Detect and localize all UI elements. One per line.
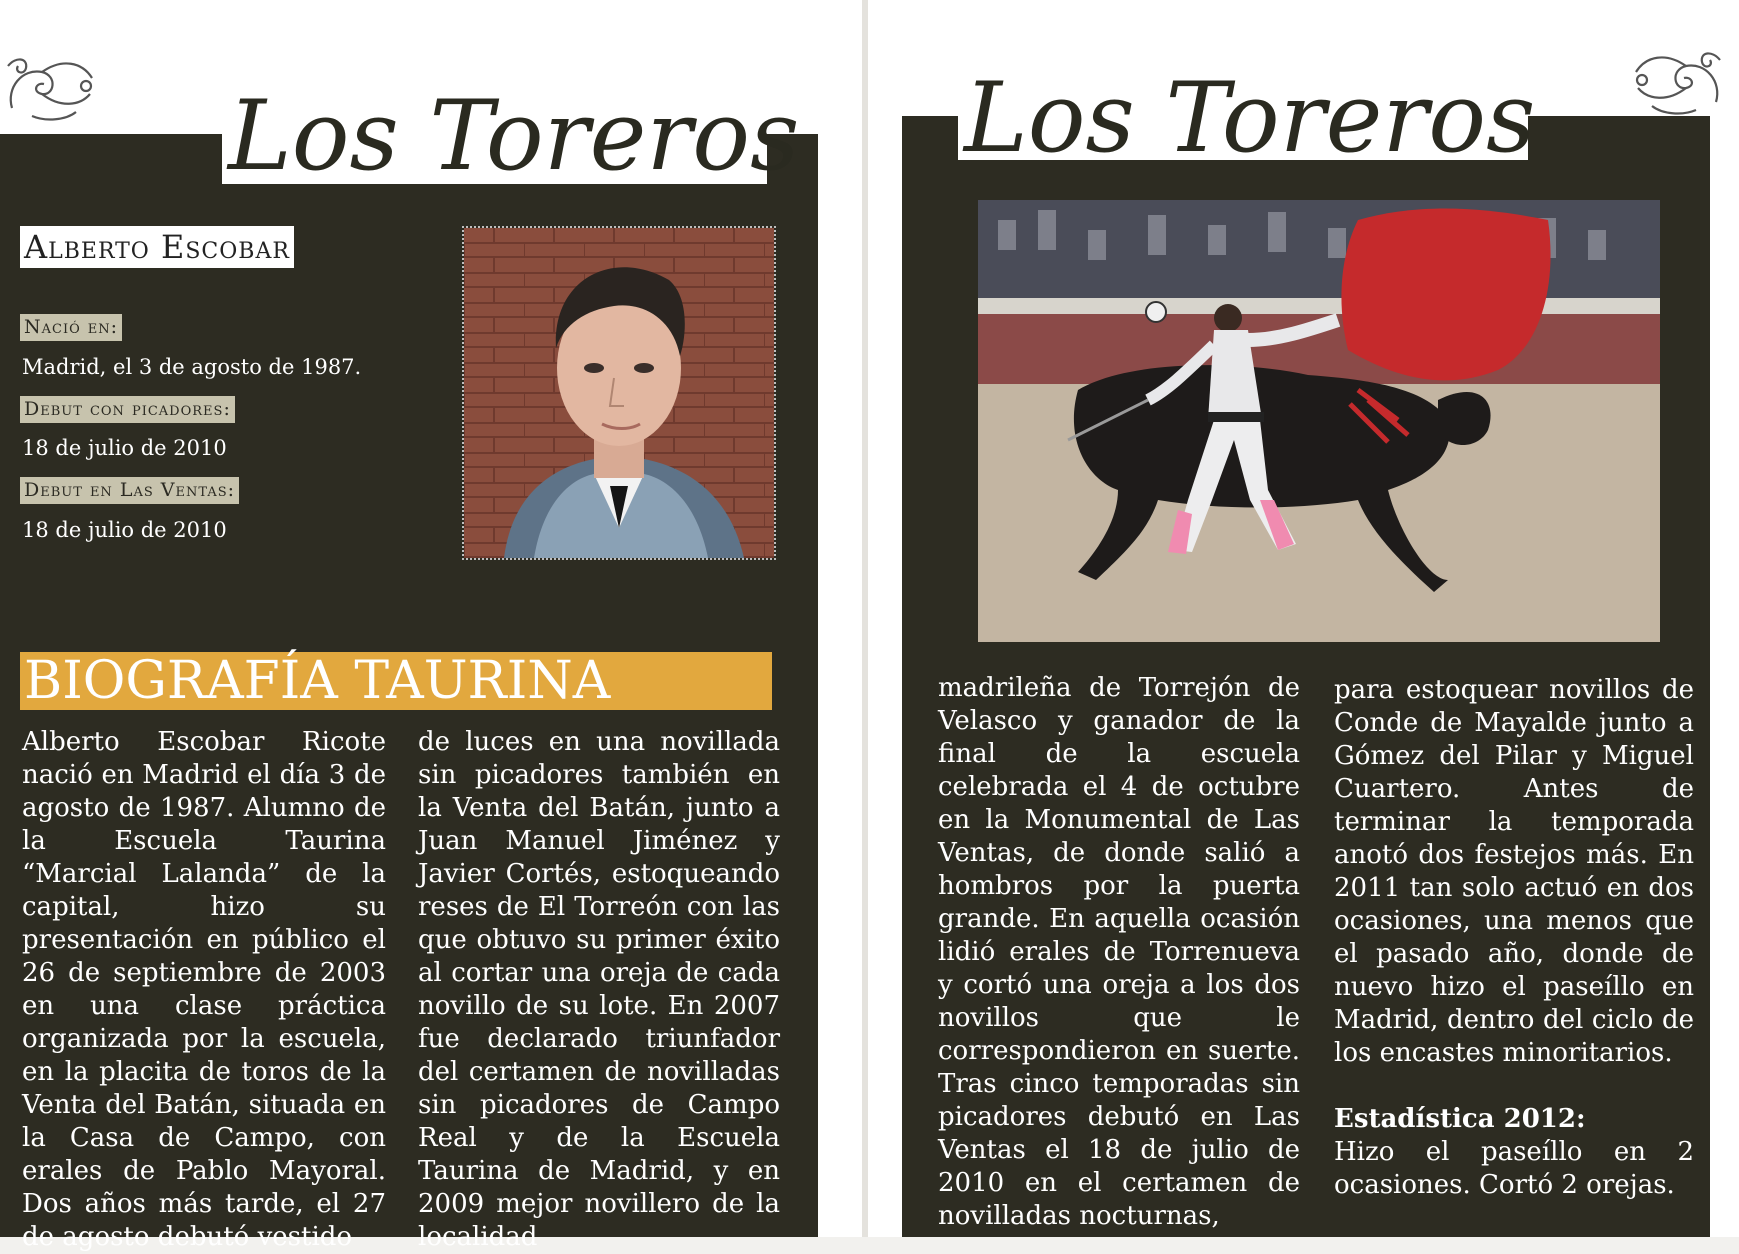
fact-value-debut-picadores: 18 de julio de 2010 [22, 436, 227, 460]
scroll-ornament-icon [1626, 42, 1726, 118]
biography-text: madrileña de Torrejón de Velasco y ganador de la final de la escuela celebrada el 4 de octubre en la Monumental de Las Ventas, de donde salió a hombros por la puerta grande. En aquella ocasión lidió erales de Torrenueva y cortó una oreja a los dos novillos que le correspondieron en suerte. Tras cinco temporadas sin picadores debutó en Las Ventas el 18 de julio de 2010 en el certamen de novilladas nocturnas, [938, 673, 1300, 1231]
stats-title: Estadística 2012: [1334, 1104, 1586, 1134]
torero-name: Alberto Escobar [20, 226, 294, 268]
masthead-title: Los Toreros [222, 88, 767, 184]
masthead-title: Los Toreros [958, 70, 1528, 160]
stats-text: Hizo el paseíllo en 2 ocasiones. Cortó 2 orejas. [1334, 1137, 1694, 1200]
fact-label-debut-picadores: Debut con picadores: [20, 396, 235, 423]
biography-column-1 [22, 726, 386, 1252]
biography-text: Alberto Escobar Ricote nació en Madrid el día 3 de agosto de 1987. Alumno de la Escuela Taurina “Marcial Lalanda” de la capital, hizo su presentación en público el 26 de septiembre de 2003 en una clase práctica organizada por la escuela, en la placita de toros de la Venta del Batán, situada en la Casa de Campo, con erales de Pablo Mayoral. Dos años más tarde, el 27 de agosto debutó vestido [22, 727, 386, 1252]
bullfight-photo [978, 200, 1660, 642]
fact-label-debut-ventas: Debut en Las Ventas: [20, 477, 239, 504]
fact-value-debut-ventas: 18 de julio de 2010 [22, 518, 227, 542]
section-title: BIOGRAFÍA TAURINA [20, 652, 772, 710]
biography-column-2 [418, 726, 780, 1252]
biography-column-3 [938, 672, 1300, 1231]
biography-text: de luces en una novillada sin picadores también en la Venta del Batán, junto a Juan Manuel Jiménez y Javier Cortés, estoqueando reses de El Torreón con las que obtuvo su primer éxito al cortar una oreja de cada novillo de su lote. En 2007 fue declarado triunfador del certamen de novilladas sin picadores de Campo Real y de la Escuela Taurina de Madrid, y en 2009 mejor novillero de la localidad [418, 727, 780, 1252]
fact-label-birth: Nació en: [20, 314, 122, 341]
biography-column-4 [1334, 674, 1694, 1234]
torero-portrait-image [462, 226, 776, 560]
biography-text: para estoquear novillos de Conde de Mayalde junto a Gómez del Pilar y Miguel Cuartero. Antes de terminar la temporada anotó dos festejos más. En 2011 tan solo actuó en dos ocasiones, una menos que el pasado año, donde de nuevo hizo el paseíllo en Madrid, dentro del ciclo de los encastes minoritarios. [1334, 675, 1694, 1068]
fact-value-birth: Madrid, el 3 de agosto de 1987. [22, 355, 362, 379]
scroll-ornament-icon [2, 48, 98, 124]
